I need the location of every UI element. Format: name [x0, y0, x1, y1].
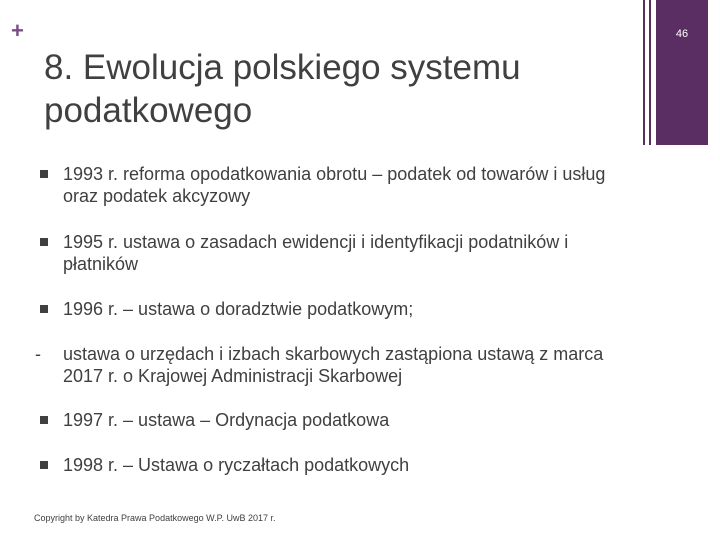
accent-panel [656, 0, 708, 145]
list-item-text: 1995 r. ustawa o zasadach ewidencji i identyfikacji podatników i płatników [63, 232, 569, 274]
square-bullet-icon [40, 238, 48, 246]
list-item-text: 1996 r. – ustawa o doradztwie podatkowym; [63, 299, 414, 319]
dash-marker: - [35, 344, 41, 364]
slide-number: 46 [675, 28, 689, 40]
accent-stripe-thin-2 [649, 0, 651, 145]
list-item-text: 1997 r. – ustawa – Ordynacja podatkowa [63, 410, 390, 430]
square-bullet-icon [40, 170, 48, 178]
footer-copyright: Copyright by Katedra Prawa Podatkowego W.P. UwB 2017 r. [34, 513, 276, 523]
square-bullet-icon [40, 416, 48, 424]
list-item-text: 1998 r. – Ustawa o ryczałtach podatkowych [63, 455, 410, 475]
list-item [40, 409, 640, 431]
square-bullet-icon [40, 305, 48, 313]
list-item [40, 298, 640, 320]
list-item [40, 454, 640, 476]
sub-list-item-text: ustawa o urzędach i izbach skarbowych zastąpiona ustawą z marca 2017 r. o Krajowej Administracji Skarbowej [63, 344, 604, 386]
accent-stripe-thin [643, 0, 645, 145]
plus-icon: + [11, 18, 24, 43]
slide-title: 8. Ewolucja polskiego systemu podatkowego [44, 48, 521, 130]
sub-list-item [35, 343, 635, 387]
list-item [40, 163, 640, 207]
list-item-text: 1993 r. reforma opodatkowania obrotu – podatek od towarów i usług oraz podatek akcyzowy [63, 164, 606, 206]
list-item [40, 231, 640, 275]
square-bullet-icon [40, 461, 48, 469]
